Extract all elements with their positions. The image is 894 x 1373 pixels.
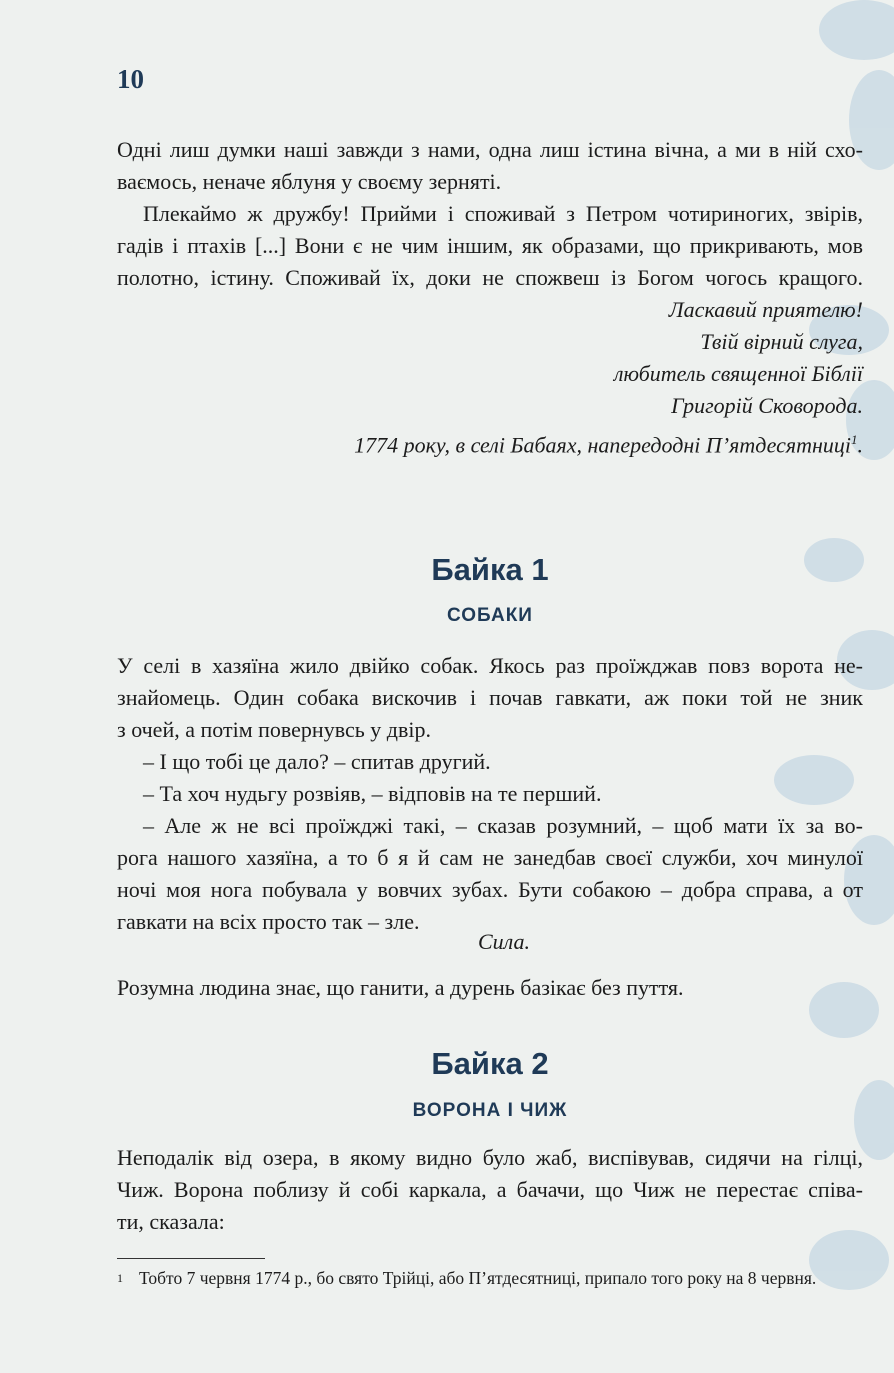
signature-line: Твій вірний слуга, — [700, 329, 863, 354]
signature-line: любитель священної Біблії — [613, 361, 863, 386]
intro-paragraph-1 — [117, 134, 863, 198]
text-line: Одні лиш думки наші завжди з нами, одна лиш істина вічна, а ми в ній схо- — [117, 137, 863, 162]
footnote-divider — [117, 1258, 265, 1259]
footnote-reference: 1 — [851, 432, 858, 447]
text-line: гадів і птахів [...] Вони є не чим іншим, як образами, що прикривають, мов — [117, 233, 863, 258]
fable-2-paragraph — [117, 1142, 863, 1238]
intro-paragraph-2 — [117, 198, 863, 294]
fable-2-subtitle: ВОРОНА І ЧИЖ — [412, 1100, 568, 1121]
author-name: Григорій Сковорода. — [671, 393, 863, 418]
fable-1-dialogue-2: – Та хоч нудьгу розвіяв, – відповів на те перший. — [143, 781, 602, 806]
text-line: Неподалік від озера, в якому видно було жаб, виспівував, сидячи на гілці, — [117, 1145, 863, 1170]
fable-1-title: Байка 1 — [431, 552, 549, 587]
text-line: знайомець. Один собака вискочив і почав гавкати, аж поки той не зник — [117, 685, 863, 710]
text-line: ваємось, неначе яблуня у своєму зерняті. — [117, 169, 502, 194]
text-line: ти, сказала: — [117, 1209, 225, 1234]
text-line: У селі в хазяїна жило двійко собак. Якось раз проїжджав повз ворота не- — [117, 653, 863, 678]
text-line: Плекаймо ж дружбу! Прийми і споживай з Петром чотириногих, звірів, — [143, 201, 863, 226]
fable-1-dialogue-3 — [117, 810, 863, 938]
date-text: 1774 року, в селі Бабаях, напередодні П’ятдесятниці — [354, 432, 851, 458]
fable-1-paragraph — [117, 650, 863, 746]
text-line: ночі моя нога побувала у вовчих зубах. Бути собакою – добра справа, а от — [117, 877, 863, 902]
fable-1-subtitle: СОБАКИ — [447, 605, 533, 626]
text-line: Чиж. Ворона поблизу й собі каркала, а бачачи, що Чиж не перестає співа- — [117, 1177, 863, 1202]
footnote-text: Тобто 7 червня 1774 р., бо свято Трійці, або П’ятдесятниці, припало того року на 8 червня. — [139, 1268, 817, 1288]
fable-2-title: Байка 2 — [431, 1046, 549, 1081]
fable-1-moral-label: Сила. — [477, 929, 531, 954]
text-line: гавкати на всіх просто так – зле. — [117, 909, 420, 934]
footnote — [117, 1266, 877, 1290]
text-line: – Але ж не всі проїжджі такі, – сказав розумний, – щоб мати їх за во- — [143, 813, 863, 838]
text-line: полотно, істину. Споживай їх, доки не спожвеш із Богом чогось кращого. — [117, 265, 863, 290]
letter-signature — [117, 294, 863, 422]
salutation: Ласкавий приятелю! — [668, 297, 863, 322]
text-line: рога нашого хазяїна, а то б я й сам не занедбав своєї служби, хоч минулої — [117, 845, 863, 870]
date-line: 1774 року, в селі Бабаях, напередодні П’ятдесятниці$^1$. — [354, 432, 863, 458]
fable-1-dialogue-1: – І що тобі це дало? – спитав другий. — [143, 749, 491, 774]
page-number: 10 — [117, 64, 144, 94]
fable-1-moral: Розумна людина знає, що ганити, а дурень базікає без пуття. — [117, 975, 684, 1000]
text-line: з очей, а потім повернувсь у двір. — [117, 717, 431, 742]
footnote-mark: 1 — [117, 1271, 123, 1285]
